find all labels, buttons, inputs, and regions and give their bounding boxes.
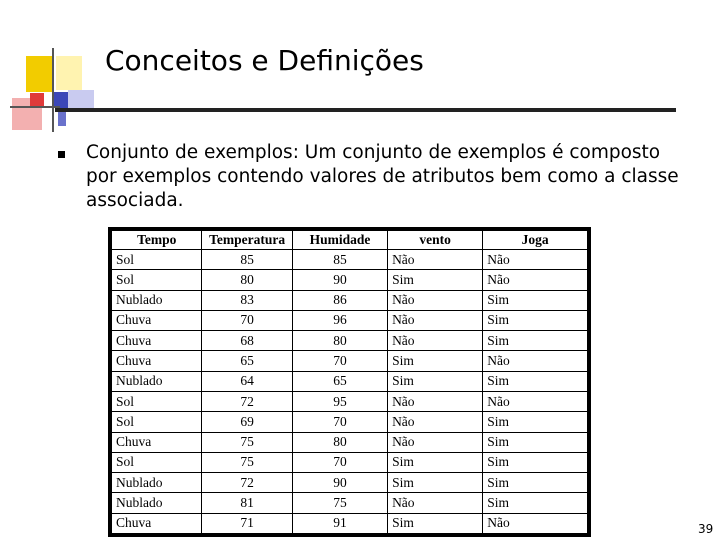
table-cell: Nublado: [112, 493, 202, 513]
header-joga: Joga: [483, 231, 588, 250]
table-cell: Sim: [388, 513, 483, 533]
page-number: 39: [698, 522, 714, 536]
table-cell: 68: [202, 331, 292, 351]
slide-logo: [0, 0, 100, 135]
table-cell: Sim: [388, 371, 483, 391]
table-cell: Sim: [388, 452, 483, 472]
table-row: [112, 412, 588, 432]
table-cell: Não: [388, 391, 483, 411]
table-row: [112, 513, 588, 533]
table-header-row: [112, 231, 588, 250]
data-table: [111, 230, 588, 534]
table-row: [112, 331, 588, 351]
table-cell: 75: [292, 493, 387, 513]
header-tempo: Tempo: [112, 231, 202, 250]
table-cell: Sim: [483, 412, 588, 432]
table-row: [112, 473, 588, 493]
table-row: [112, 391, 588, 411]
header-vento: vento: [388, 231, 483, 250]
table-cell: 85: [292, 250, 387, 270]
table-cell: Nublado: [112, 473, 202, 493]
logo-square-blue-lower: [58, 112, 66, 126]
table-cell: 70: [202, 310, 292, 330]
table-cell: Chuva: [112, 310, 202, 330]
table-cell: Sim: [388, 270, 483, 290]
table-cell: 96: [292, 310, 387, 330]
table-cell: Sim: [388, 351, 483, 371]
table-cell: Sim: [483, 371, 588, 391]
table-row: [112, 351, 588, 371]
table-cell: 70: [292, 452, 387, 472]
table-row: [112, 270, 588, 290]
table-cell: Nublado: [112, 290, 202, 310]
header-humidade: Humidade: [292, 231, 387, 250]
table-cell: 95: [292, 391, 387, 411]
table-cell: Não: [388, 331, 483, 351]
slide-title: Conceitos e Definições: [105, 44, 424, 77]
table-row: [112, 432, 588, 452]
logo-square-pale-yellow: [56, 56, 82, 90]
table-cell: Não: [388, 290, 483, 310]
table-cell: Não: [483, 391, 588, 411]
table-cell: Chuva: [112, 331, 202, 351]
table-cell: Não: [388, 250, 483, 270]
table-cell: Sol: [112, 250, 202, 270]
table-cell: Sim: [483, 331, 588, 351]
table-cell: 80: [292, 432, 387, 452]
table-cell: 75: [202, 452, 292, 472]
table-cell: Sim: [483, 452, 588, 472]
table-cell: 75: [202, 432, 292, 452]
table-cell: 72: [202, 473, 292, 493]
table-cell: 69: [202, 412, 292, 432]
table-cell: Não: [483, 513, 588, 533]
table-row: [112, 452, 588, 472]
table-cell: Não: [483, 270, 588, 290]
table-cell: Sol: [112, 270, 202, 290]
table-row: [112, 250, 588, 270]
logo-horizontal-line: [10, 106, 60, 108]
logo-square-red-dark: [30, 93, 44, 107]
table-row: [112, 290, 588, 310]
table-cell: 86: [292, 290, 387, 310]
table-cell: 85: [202, 250, 292, 270]
table-cell: Não: [483, 351, 588, 371]
table-row: [112, 310, 588, 330]
table-cell: 90: [292, 270, 387, 290]
table-cell: Nublado: [112, 371, 202, 391]
logo-square-pale-blue: [68, 90, 94, 110]
table-cell: 83: [202, 290, 292, 310]
table-cell: Sim: [483, 432, 588, 452]
bullet-text: Conjunto de exemplos: Um conjunto de exemplos é composto por exemplos contendo valores de atributos bem como a classe associada.: [86, 142, 679, 211]
table-cell: 70: [292, 351, 387, 371]
data-table-frame: [108, 227, 591, 537]
table-row: [112, 371, 588, 391]
table-cell: 90: [292, 473, 387, 493]
table-cell: 91: [292, 513, 387, 533]
logo-square-yellow: [26, 56, 54, 92]
table-cell: Sim: [483, 290, 588, 310]
table-cell: Não: [388, 432, 483, 452]
table-cell: Chuva: [112, 351, 202, 371]
table-cell: 65: [292, 371, 387, 391]
table-cell: 80: [202, 270, 292, 290]
logo-vertical-line: [52, 48, 54, 132]
table-cell: Sim: [483, 473, 588, 493]
header-temperatura: Temperatura: [202, 231, 292, 250]
title-underline: [55, 108, 676, 112]
table-cell: Chuva: [112, 432, 202, 452]
table-cell: 80: [292, 331, 387, 351]
table-cell: Não: [483, 250, 588, 270]
table-row: [112, 493, 588, 513]
table-cell: 72: [202, 391, 292, 411]
table-cell: Sim: [483, 310, 588, 330]
table-cell: 81: [202, 493, 292, 513]
table-cell: Não: [388, 412, 483, 432]
table-cell: Sol: [112, 412, 202, 432]
table-cell: Sim: [483, 493, 588, 513]
table-cell: Sol: [112, 452, 202, 472]
table-cell: Não: [388, 493, 483, 513]
bullet-marker: [58, 151, 65, 158]
table-cell: Chuva: [112, 513, 202, 533]
table-cell: 71: [202, 513, 292, 533]
table-cell: Não: [388, 310, 483, 330]
table-cell: 70: [292, 412, 387, 432]
table-cell: Sim: [388, 473, 483, 493]
table-cell: 64: [202, 371, 292, 391]
table-cell: Sol: [112, 391, 202, 411]
table-cell: 65: [202, 351, 292, 371]
